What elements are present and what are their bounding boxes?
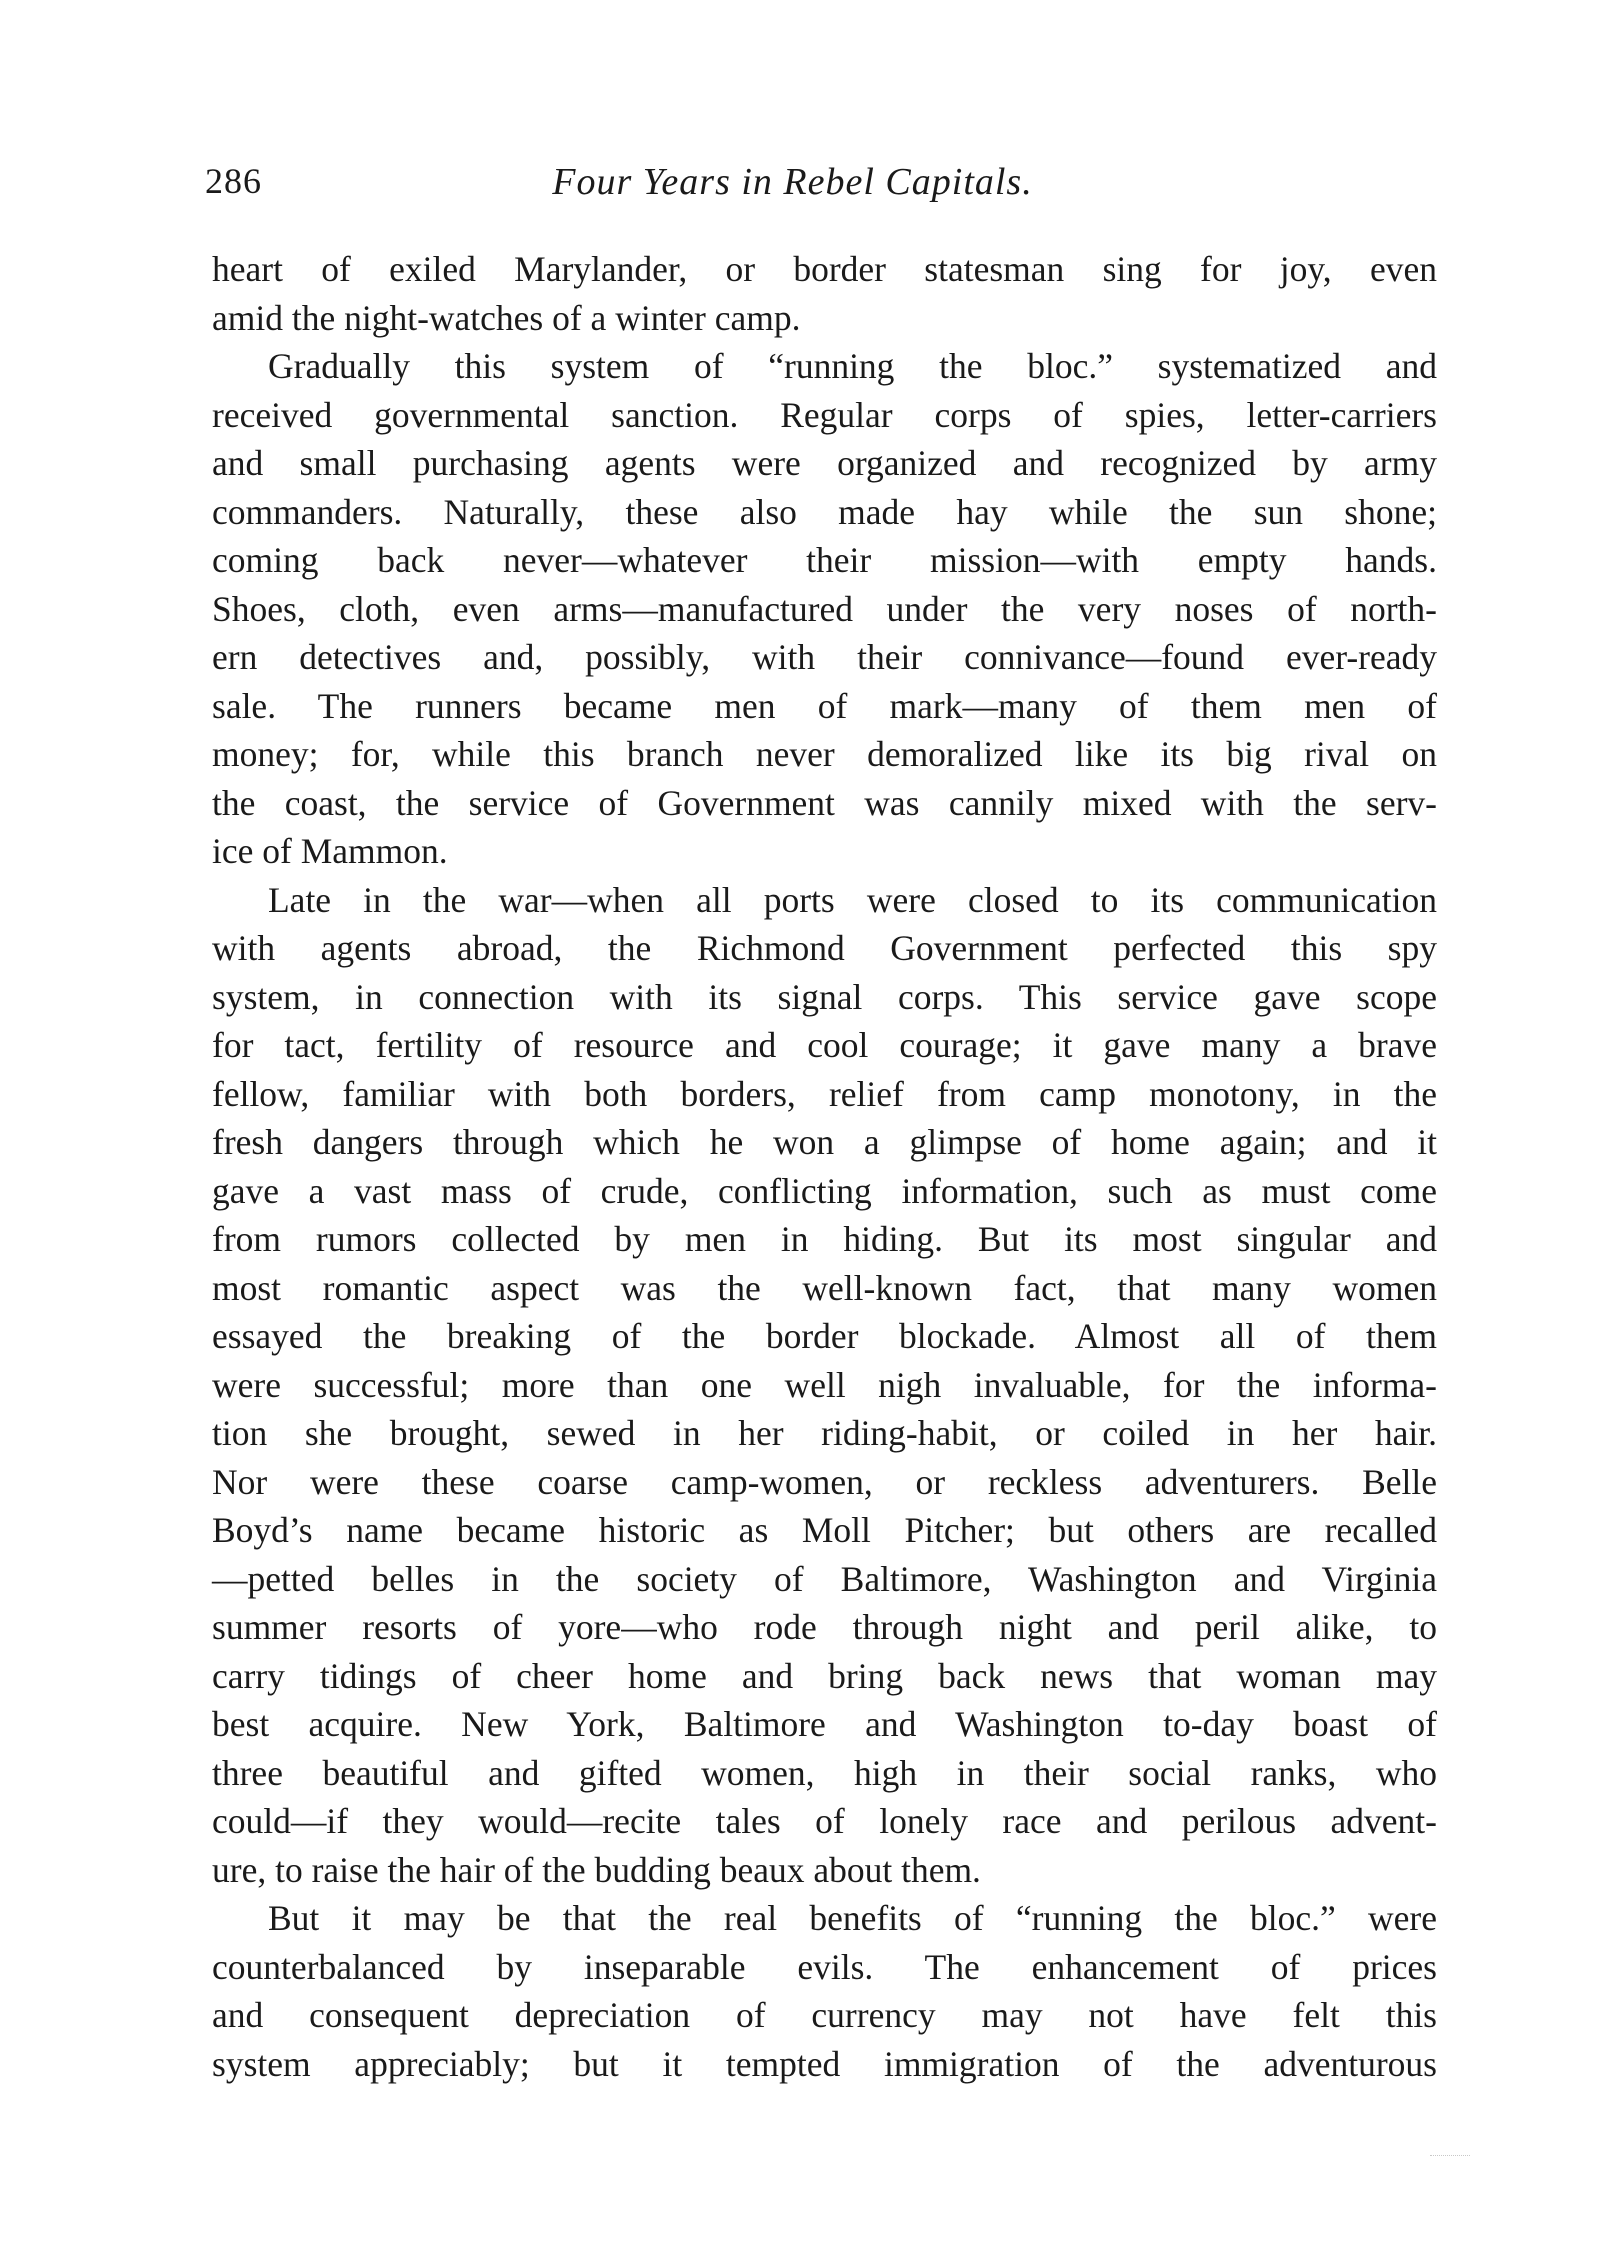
text-line: Nor were these coarse camp-women, or reckless adventurers. Belle [212,1461,1437,1502]
running-head [205,160,1380,210]
text-line: Shoes, cloth, even arms—manufactured under the very noses of north- [212,588,1437,629]
text-line: heart of exiled Marylander, or border statesman sing for joy, even [212,249,1437,289]
text-line: best acquire. New York, Baltimore and Washington to-day boast of [212,1704,1437,1744]
text-line: received governmental sanction. Regular corps of spies, letter-carriers [212,394,1437,435]
text-line: —petted belles in the society of Baltimore, Washington and Virginia [212,1558,1437,1599]
scan-artifact [1430,2155,1470,2162]
text-line: carry tidings of cheer home and bring back news that woman may [212,1655,1437,1696]
page-number: 286 [205,161,262,201]
text-line: from rumors collected by men in hiding. But its most singular and [212,1219,1437,1259]
text-line: money; for, while this branch never demoralized like its big rival on [212,734,1437,774]
text-line: with agents abroad, the Richmond Government perfected this spy [212,928,1437,968]
text-line: and small purchasing agents were organized and recognized by army [212,443,1437,483]
text-line: ure, to raise the hair of the budding beaux about them. [212,1849,981,1890]
text-line: Boyd’s name became historic as Moll Pitcher; but others are recalled [212,1510,1437,1550]
text-line: system, in connection with its signal corps. This service gave scope [212,976,1437,1017]
text-line: essayed the breaking of the border blockade. Almost all of them [212,1316,1437,1356]
text-line: fresh dangers through which he won a glimpse of home again; and it [212,1122,1437,1162]
text-line: amid the night-watches of a winter camp. [212,297,801,338]
paragraph-3 [212,876,1437,1895]
text-line: three beautiful and gifted women, high in their social ranks, who [212,1752,1437,1793]
text-line: But it may be that the real benefits of “running the bloc.” were [268,1898,1437,1938]
text-line: commanders. Naturally, these also made hay while the sun shone; [212,491,1437,532]
text-line: ice of Mammon. [212,831,448,871]
text-line: the coast, the service of Government was cannily mixed with the serv- [212,782,1437,823]
text-line: ern detectives and, possibly, with their connivance—found ever-ready [212,637,1437,677]
text-line: could—if they would—recite tales of lonely race and perilous advent- [212,1801,1437,1841]
text-line: and consequent depreciation of currency may not have felt this [212,1995,1437,2035]
text-line: system appreciably; but it tempted immigration of the adventurous [212,2043,1437,2084]
paragraph-4 [212,1894,1437,2088]
text-line: counterbalanced by inseparable evils. The enhancement of prices [212,1946,1437,1987]
paragraph-2 [212,342,1437,876]
text-line: most romantic aspect was the well-known fact, that many women [212,1267,1437,1308]
paragraph-1 [212,245,1437,342]
text-line: gave a vast mass of crude, conflicting information, such as must come [212,1170,1437,1211]
body-text [212,245,1437,2088]
text-line: summer resorts of yore—who rode through night and peril alike, to [212,1607,1437,1647]
text-line: Gradually this system of “running the bloc.” systematized and [268,346,1437,386]
running-title: Four Years in Rebel Capitals. [552,161,1033,203]
text-line: fellow, familiar with both borders, relief from camp monotony, in the [212,1073,1437,1114]
text-line: coming back never—whatever their mission—with empty hands. [212,540,1437,580]
text-line: for tact, fertility of resource and cool courage; it gave many a brave [212,1025,1437,1065]
text-line: tion she brought, sewed in her riding-habit, or coiled in her hair. [212,1413,1437,1453]
text-line: sale. The runners became men of mark—many of them men of [212,685,1437,726]
text-line: were successful; more than one well nigh invaluable, for the informa- [212,1364,1437,1405]
text-line: Late in the war—when all ports were closed to its communication [268,879,1437,920]
